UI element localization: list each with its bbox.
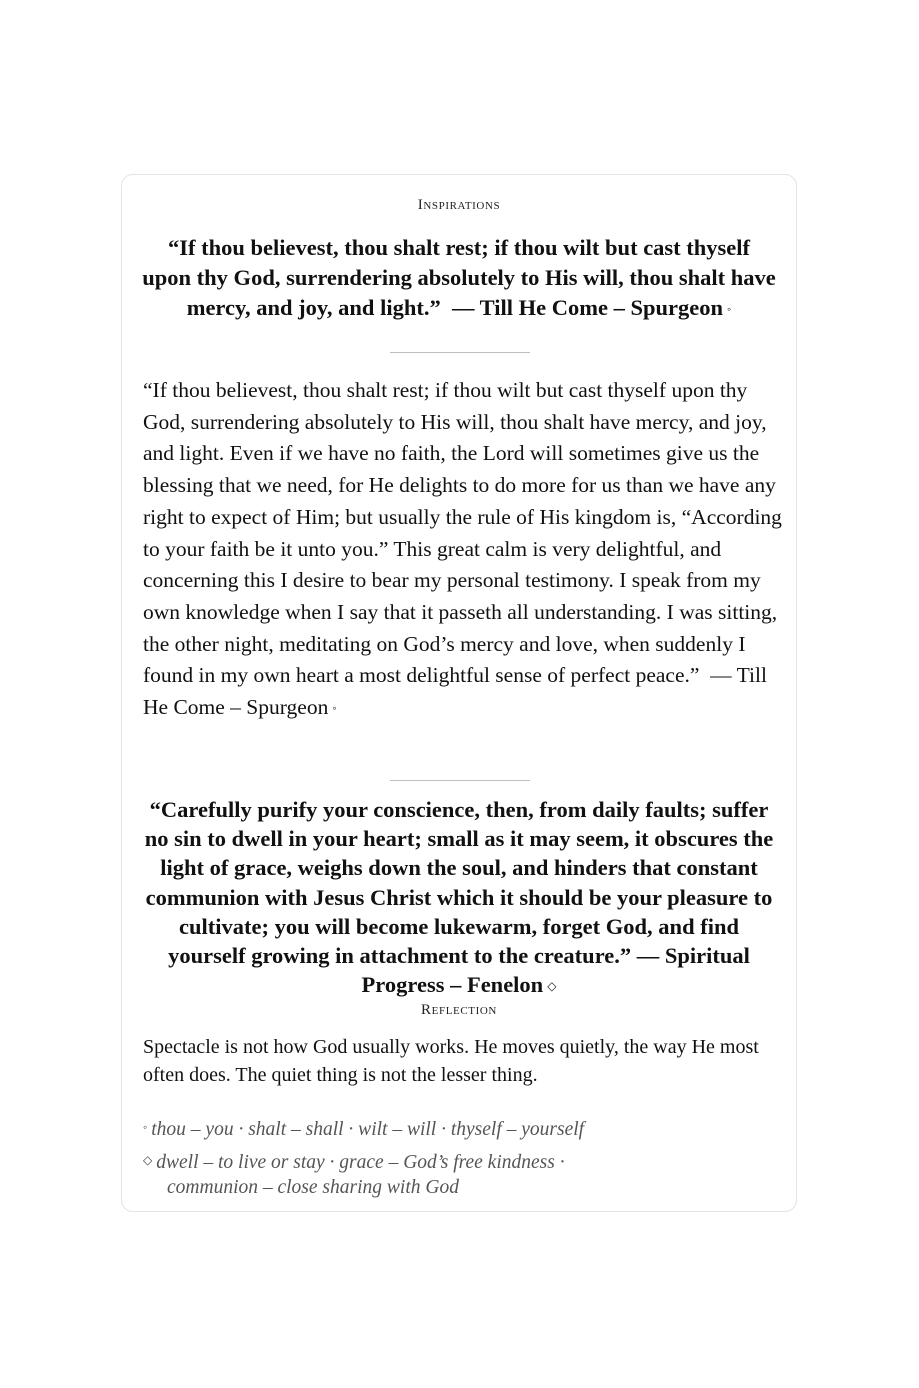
glossary-text: thou – you · shalt – shall · wilt – will · thyself – yourself [151,1119,585,1140]
passage-text: “If thou believest, thou shalt rest; if thou wilt but cast thyself upon thy God, surrendering absolutely to His will, thou shalt have mercy, and joy, and light. Even if we have no faith, the Lord will sometimes give us the blessing that we need, for He delights to do more for us than we have any right to expect of Him; but usually the rule of His kingdom is, “According to your faith be it unto you.” This great calm is very delightful, and concerning this I desire to bear my personal testimony. I speak from my own knowledge when I say that it passeth all understanding. I was sitting, the other night, meditating on God’s mercy and love, when suddenly I found in my own heart a most delightful sense of perfect peace.” [143,378,782,688]
glossary-entry [143,1115,783,1142]
divider [390,352,530,353]
reflection-text: Spectacle is not how God usually works. He moves quietly, the way He most often does. The quiet thing is not the lesser thing. [143,1036,759,1086]
glossary-marker: ◇ [143,1153,153,1167]
reflection-heading: Reflection [421,1002,497,1018]
quote-text: “Carefully purify your conscience, then, from daily faults; suffer no sin to dwell in your heart; small as it may seem, it obscures the light of grace, weighs down the soul, and hinders that constant communion with Jesus Christ which it should be your pleasure to cultivate; you will become lukewarm, forget God, and find yourself growing in attachment to the creature.” [144,797,774,969]
quote-source: — Till He Come – Spurgeon [451,295,724,320]
featured-quote-spurgeon [142,233,776,324]
featured-quote-fenelon [140,795,778,1001]
quote-source: — Spiritual Progress – Fenelon [361,943,750,998]
footnote-marker: ◦ [727,302,732,316]
passage-spurgeon [143,375,783,725]
passage-source: — Till He Come – Spurgeon [143,663,767,720]
quote-text: “If thou believest, thou shalt rest; if thou wilt but cast thyself upon thy God, surrendering absolutely to His will, thou shalt have mercy, and joy, and light.” [142,235,776,320]
glossary-entry [143,1148,783,1200]
glossary-text-continued: communion – close sharing with God [167,1177,459,1198]
inspirations-heading: Inspirations [417,197,501,213]
devotional-card [121,174,797,1212]
glossary-marker: ◦ [143,1120,148,1134]
footnote-marker: ◦ [332,701,337,716]
glossary-text: dwell – to live or stay · grace – God’s free kindness · [156,1152,565,1173]
divider [390,780,530,781]
footnote-marker: ◇ [547,979,557,994]
